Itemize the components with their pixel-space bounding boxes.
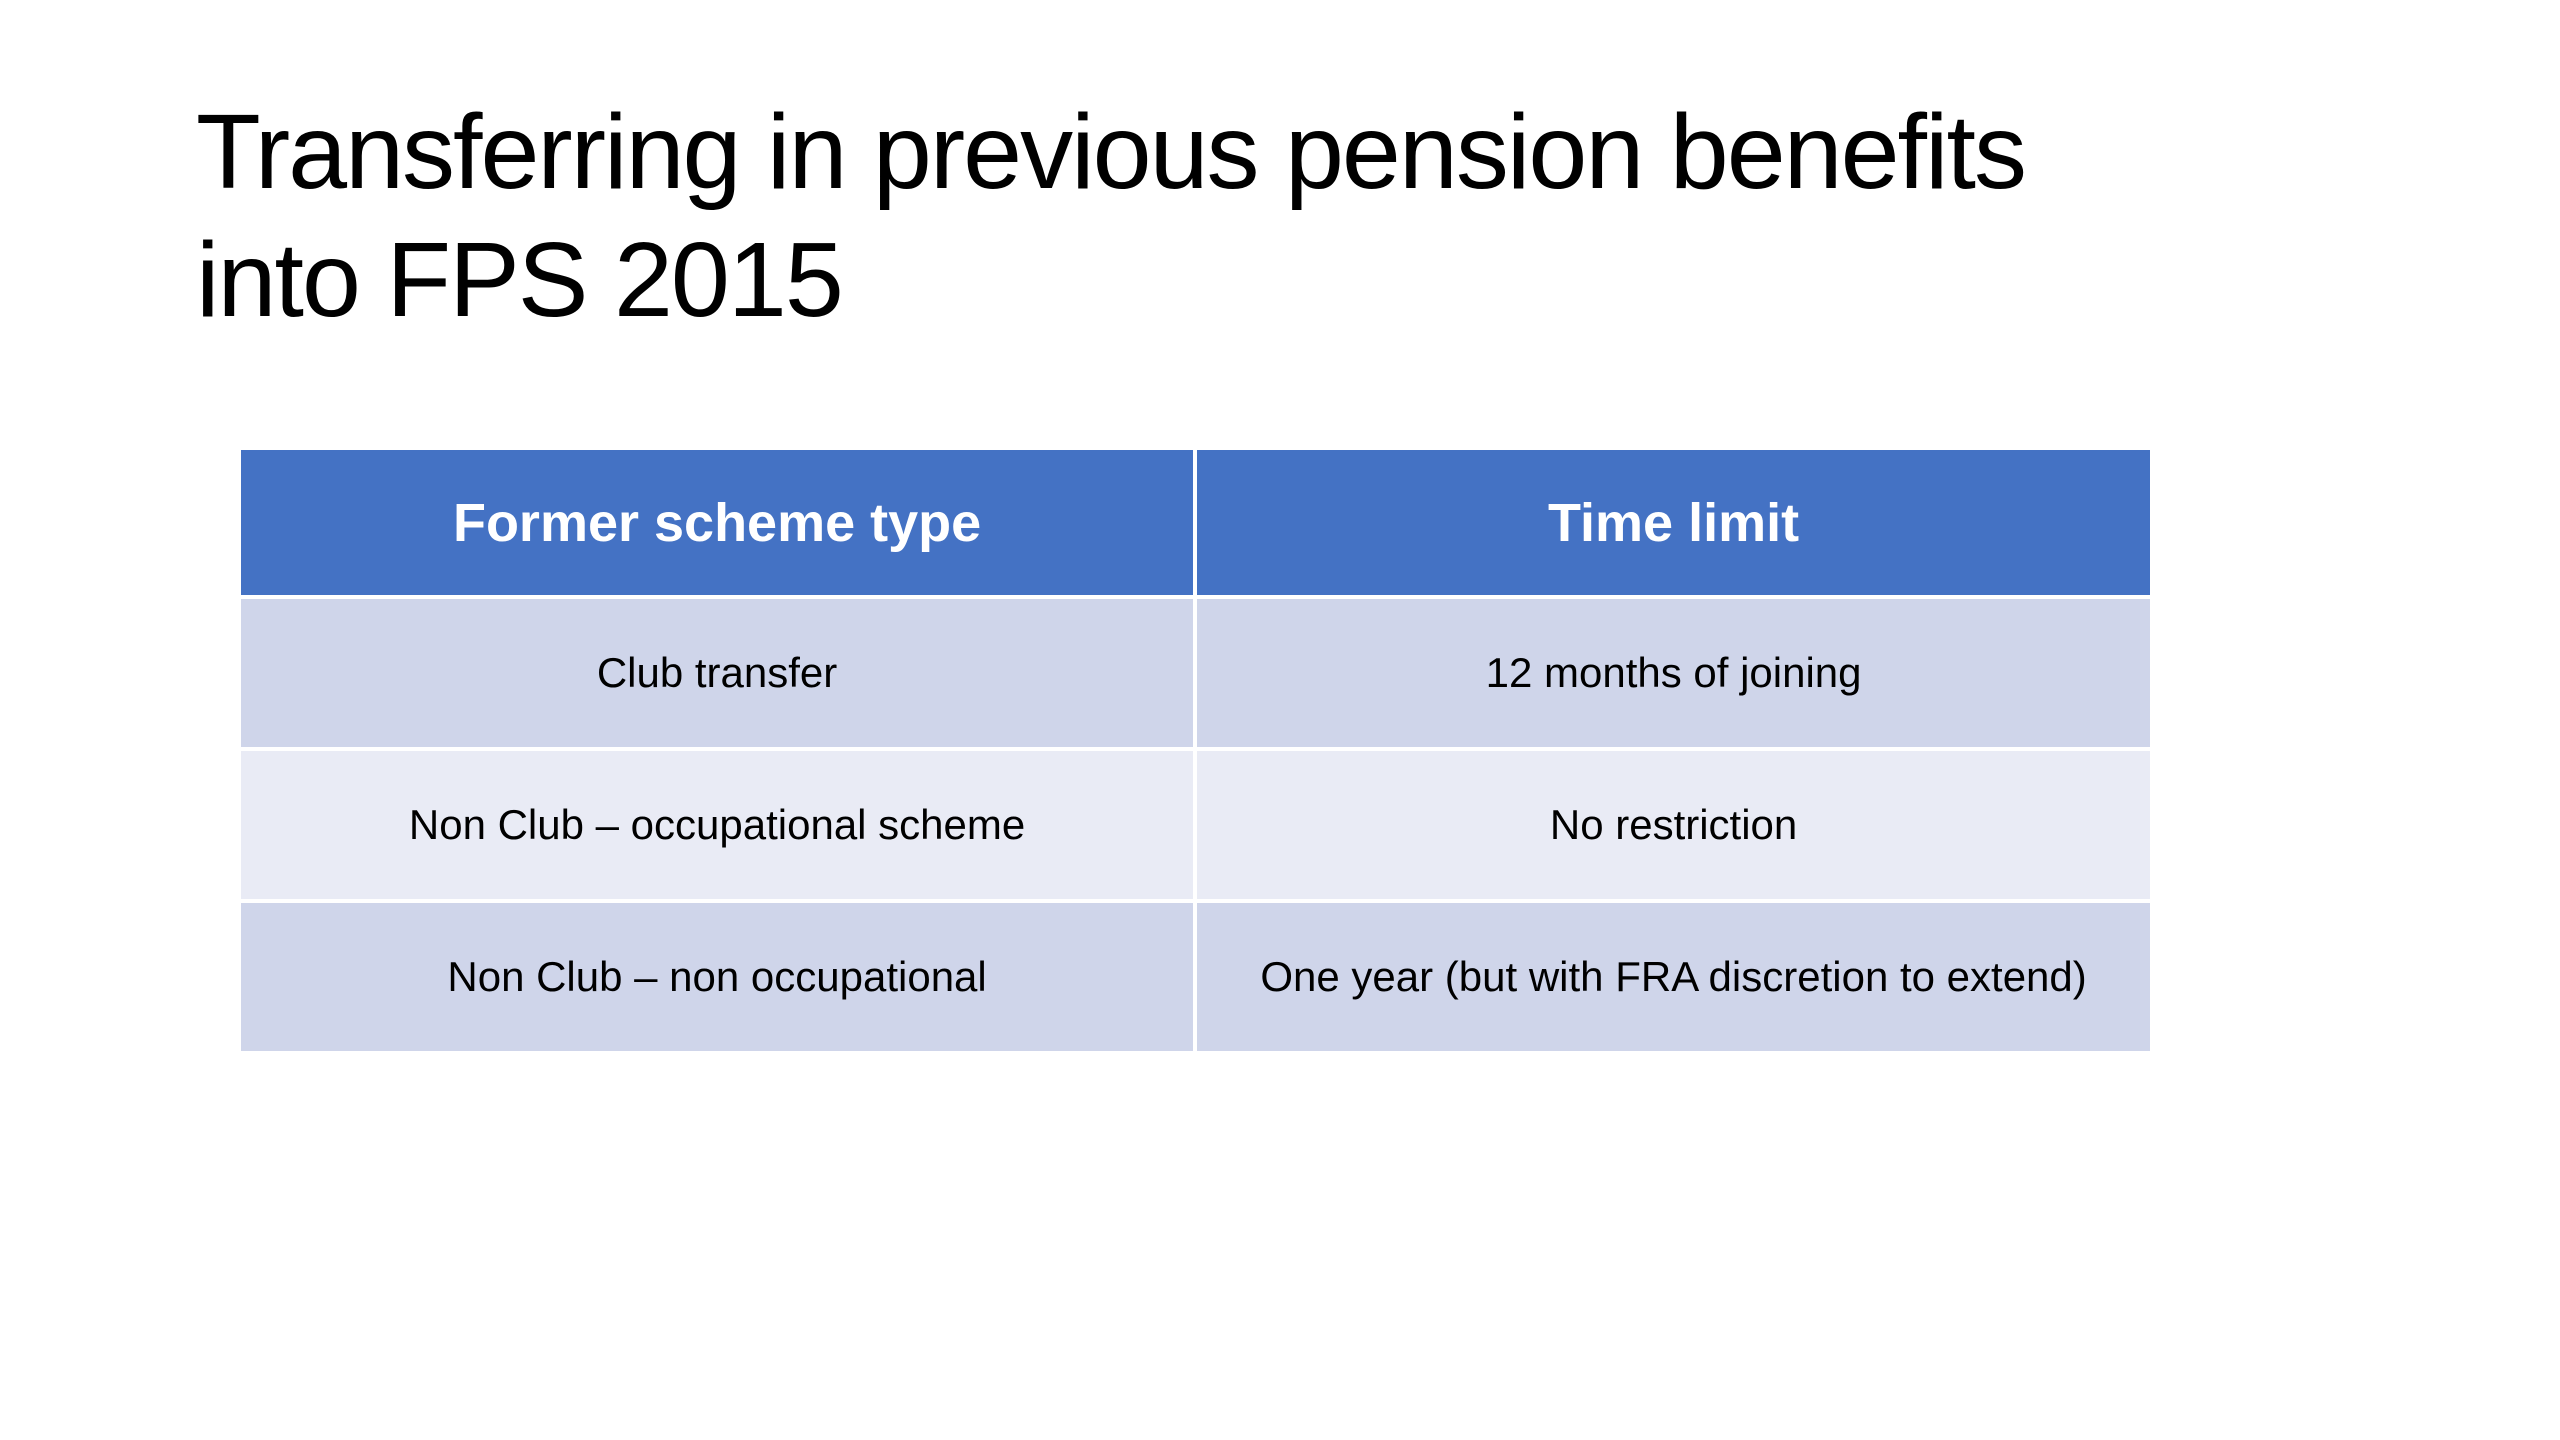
cell-scheme-type: Non Club – occupational scheme: [241, 751, 1193, 899]
table-row: [241, 599, 2150, 747]
header-time-limit: Time limit: [1197, 450, 2150, 595]
table-row: [241, 903, 2150, 1051]
header-former-scheme-type: Former scheme type: [241, 450, 1193, 595]
title-line-2: into FPS 2015: [196, 221, 842, 339]
cell-time-limit: 12 months of joining: [1197, 599, 2150, 747]
slide-title: [196, 88, 2296, 344]
title-line-1: Transferring in previous pension benefits: [196, 93, 2026, 211]
cell-time-limit: One year (but with FRA discretion to extend): [1197, 903, 2150, 1051]
table-header-row: [241, 450, 2150, 595]
table-row: [241, 751, 2150, 899]
transfer-time-limit-table: [237, 446, 2154, 1055]
cell-scheme-type: Non Club – non occupational: [241, 903, 1193, 1051]
cell-scheme-type: Club transfer: [241, 599, 1193, 747]
cell-time-limit: No restriction: [1197, 751, 2150, 899]
